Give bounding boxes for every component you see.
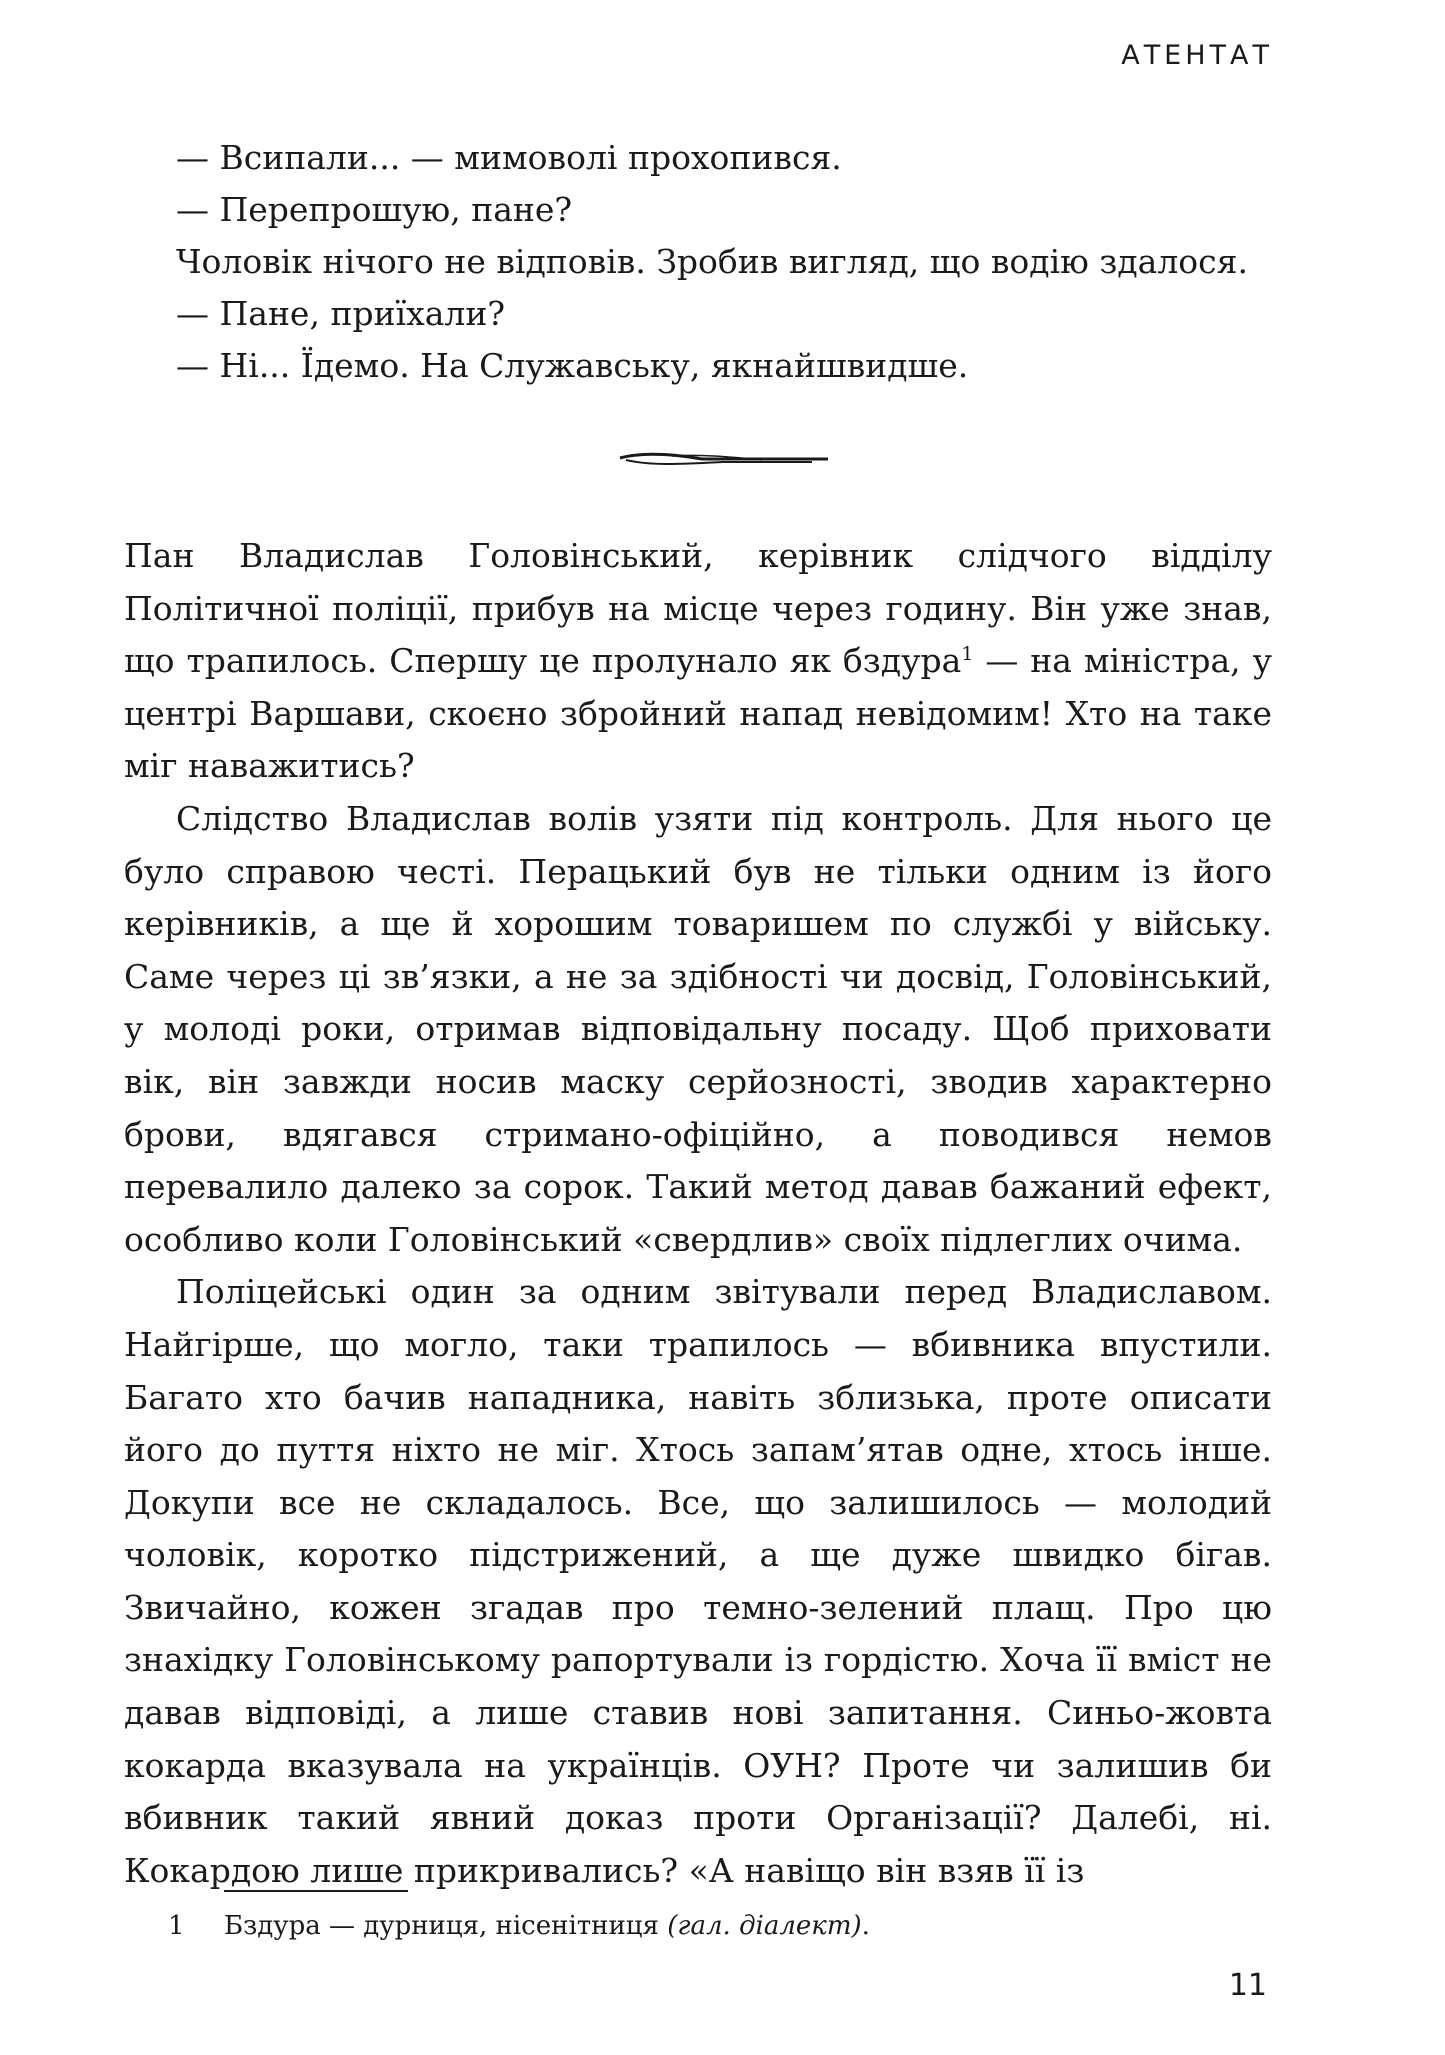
footnote-separator <box>224 1890 408 1892</box>
footnote-note: (гал. діалект) <box>667 1911 862 1941</box>
dialogue-line: — Пане, приїхали? <box>176 294 506 333</box>
paragraph-text: — на міністра, у центрі Варшави, скоєно збройний напад невідомим! Хто на таке міг наважитись? <box>124 641 1272 786</box>
dialogue-line: — Перепрошую, пане? <box>176 190 573 229</box>
footnote-reference: 1 <box>961 643 974 666</box>
running-head: АТЕНТАТ <box>1121 40 1273 71</box>
footnote-end: . <box>861 1911 870 1941</box>
dialogue-line: Чоловік нічого не відповів. Зробив вигляд, що водію здалося. <box>176 242 1248 281</box>
dialogue-block <box>176 132 1276 392</box>
page-number: 11 <box>1228 1968 1267 2003</box>
dialogue-line: — Всипали... — мимоволі прохопився. <box>176 138 842 177</box>
footnote-number: 1 <box>168 1911 185 1941</box>
dialogue-line: — Ні... Їдемо. На Служавську, якнайшвидше. <box>176 346 969 385</box>
paragraph: Поліцейські один за одним звітували перед Владиславом. Найгірше, що могло, таки трапилось — вбивника впустили. Багато хто бачив нападника, навіть зблизька, проте описати його до пуття ніхто не міг. Хтось запам’ятав одне, хтось інше. Докупи все не складалось. Все, що залишилось — молодий чоловік, коротко підстрижений, а ще дуже швидко бігав. Звичайно, кожен згадав про темно-зелений плащ. Про цю знахідку Головінському рапортували із гордістю. Хоча її вміст не давав відповіді, а лише ставив нові запитання. Синьо-жовта кокарда вказувала на українців. ОУН? Проте чи залишив би вбивник такий явний доказ проти Організації? Далебі, ні. Кокардою лише прикривались? «А навіщо він взяв її із <box>124 1272 1272 1890</box>
paragraph: Слідство Владислав волів узяти під контроль. Для нього це було справою честі. Перацький був не тільки одним із його керівників, а ще й хорошим товаришем по службі у війську. Саме через ці зв’язки, а не за здібності чи досвід, Головінський, у молоді роки, отримав відповідальну посаду. Щоб приховати вік, він завжди носив маску серйозності, зводив характерно брови, вдягався стримано-офіційно, а поводився немов перевалило далеко за сорок. Такий метод давав бажаний ефект, особливо коли Головінський «свердлив» своїх підлеглих очима. <box>124 798 1272 1259</box>
main-text <box>124 530 1272 1897</box>
section-divider-ornament <box>612 444 832 474</box>
paragraph <box>124 530 1272 793</box>
paragraph-text: Пан Владислав Головінський, керівник слідчого відділу Політичної поліції, прибув на місце через годину. Він уже знав, що трапилось. Спершу це пролунало як бздура <box>124 536 1272 681</box>
footnote <box>168 1908 870 1944</box>
footnote-text: Бздура — дурниця, нісенітниця <box>224 1911 668 1941</box>
